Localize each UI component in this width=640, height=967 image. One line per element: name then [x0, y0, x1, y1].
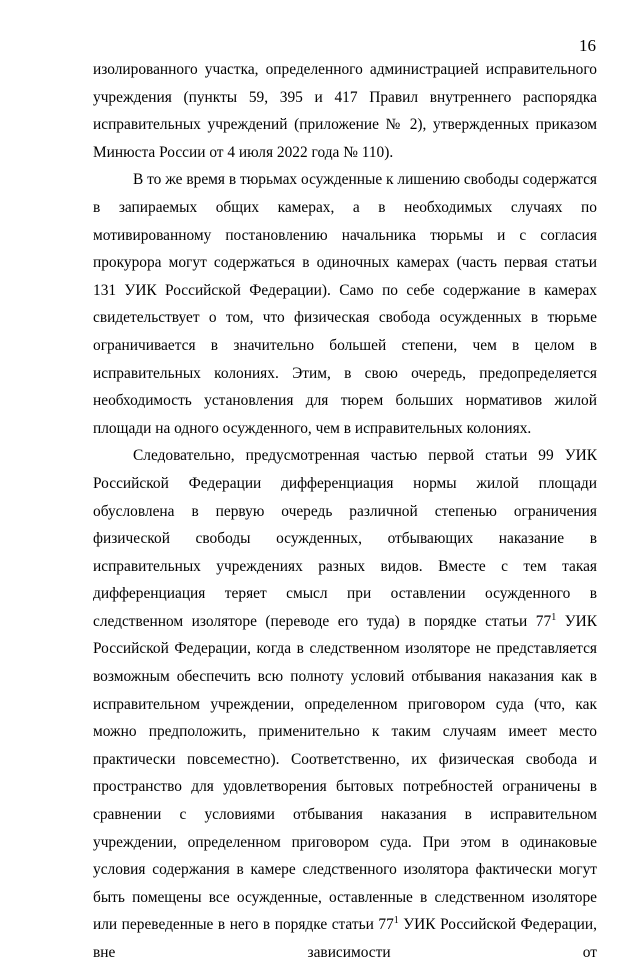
- article-superscript-2: 1: [393, 915, 399, 927]
- paragraph-2: В то же время в тюрьмах осужденные к лишению свободы содержатся в запираемых общих камерах, а в необходимых случаях по мотивированному постановлению начальника тюрьмы и с согласия прокурора могут содержаться в одиночных камерах (часть первая статьи 131 УИК Российской Федерации). Само по себе содержание в камерах свидетельствует о том, что физическая свобода осужденных в тюрьме ограничивается в значительно большей степени, чем в целом в исправительных колониях. Этим, в свою очередь, предопределяется необходимость установления для тюрем больших нормативов жилой площади на одного осужденного, чем в исправительных колониях.: [93, 171, 597, 437]
- paragraph-3: [93, 442, 597, 966]
- page-number: 16: [579, 36, 596, 55]
- paragraph-3-part-1: Следовательно, предусмотренная частью первой статьи 99 УИК Российской Федерации дифференциация нормы жилой площади обусловлена в первую очередь различной степенью ограничения физической свободы осужденных, отбывающих наказание в исправительных учреждениях разных видов. Вместе с тем такая дифференциация теряет смысл при оставлении осужденного в следственном изоляторе (переводе его туда) в порядке статьи 77: [93, 447, 597, 630]
- article-superscript-1: 1: [551, 611, 557, 623]
- paragraph-3-part-3: УИК Российской Федерации, вне зависимости от: [93, 916, 597, 961]
- paragraph-1: изолированного участка, определенного администрацией исправительного учреждения (пункты 59, 395 и 417 Правил внутреннего распорядка исправительных учреждений (приложение № 2), утвержденных приказом Минюста России от 4 июля 2022 года № 110).: [93, 61, 597, 161]
- document-body: [93, 56, 597, 967]
- paragraph-3-part-2: УИК Российской Федерации, когда в следственном изоляторе не представляется возможным обеспечить всю полноту условий отбывания наказания как в исправительном учреждении, определенном приговором суда (что, как можно предположить, применительно к таким случаям имеет место практически повсеместно). Соответственно, их физическая свобода и пространство для удовлетворения бытовых потребностей ограничены в сравнении с условиями отбывания наказания в исправительном учреждении, определенном приговором суда. При этом в одинаковые условия содержания в камере следственного изолятора фактически могут быть помещены все осужденные, оставленные в следственном изоляторе или переведенные в него в порядке статьи 77: [93, 612, 597, 934]
